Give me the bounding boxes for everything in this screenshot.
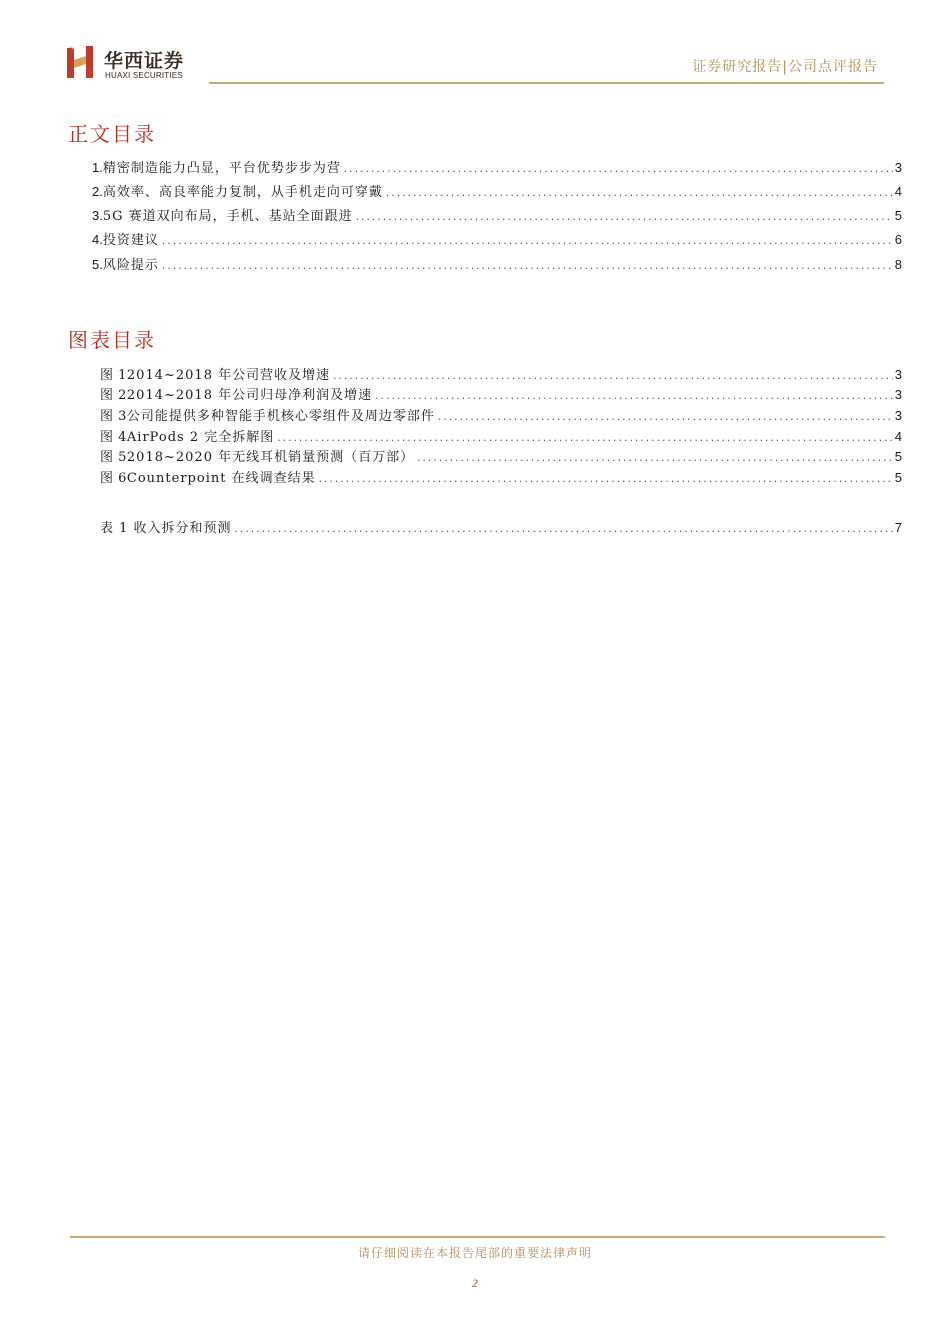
- footer-disclaimer: 请仔细阅读在本报告尾部的重要法律声明: [357, 1246, 592, 1260]
- company-logo: [66, 44, 206, 84]
- figure-entry-3[interactable]: [100, 405, 902, 424]
- figure-entry-text: AirPods 2 完全拆解图: [126, 430, 275, 445]
- toc-entry-page: 4: [894, 184, 902, 199]
- toc-entry-text: 投资建议: [102, 233, 159, 248]
- header-divider: [209, 82, 884, 84]
- toc-leader-dots: [276, 434, 893, 444]
- figure-entry-5[interactable]: [100, 446, 902, 465]
- figure-entry-page: 4: [894, 429, 902, 444]
- page-number: 2: [472, 1276, 478, 1290]
- toc-entry-1[interactable]: [92, 157, 902, 176]
- footer-divider: [70, 1236, 885, 1238]
- figure-entry-1[interactable]: [100, 364, 902, 383]
- figure-entry-page: 5: [894, 470, 902, 485]
- figure-entry-text: 2018~2020 年无线耳机销量预测（百万部）: [126, 450, 415, 465]
- toc-leader-dots: [437, 413, 893, 423]
- body-toc-title: 正文目录: [68, 122, 156, 146]
- toc-leader-dots: [416, 454, 893, 464]
- toc-entry-text: 5G 赛道双向布局，手机、基站全面跟进: [102, 209, 353, 224]
- figure-entry-label: 图 2: [100, 388, 127, 403]
- table-entry-text: 表 1 收入拆分和预测: [100, 521, 232, 536]
- toc-leader-dots: [332, 372, 893, 382]
- figure-entry-label: 图 1: [100, 368, 127, 383]
- toc-entry-page: 3: [894, 160, 902, 175]
- toc-entry-number: 2.: [92, 184, 103, 199]
- table-entry-page: 7: [894, 520, 902, 535]
- toc-leader-dots: [385, 189, 893, 199]
- figure-entry-label: 图 4: [100, 430, 127, 445]
- figure-entry-text: Counterpoint 在线调查结果: [126, 471, 316, 486]
- figure-entry-label: 图 3: [100, 409, 127, 424]
- toc-entry-page: 8: [894, 257, 902, 272]
- toc-entry-2[interactable]: [92, 181, 902, 200]
- figure-entry-page: 3: [894, 408, 902, 423]
- figure-toc-title: 图表目录: [68, 328, 156, 352]
- logo-english-name: HUAXI SECURITIES: [105, 71, 183, 80]
- toc-entry-4[interactable]: [92, 229, 902, 248]
- logo-chinese-name: 华西证券: [104, 50, 185, 72]
- toc-entry-number: 5.: [92, 257, 103, 272]
- figure-entry-page: 5: [894, 449, 902, 464]
- figure-entry-label: 图 6: [100, 471, 127, 486]
- toc-entry-number: 1.: [92, 160, 103, 175]
- toc-entry-text: 精密制造能力凸显，平台优势步步为营: [102, 161, 341, 176]
- figure-entry-2[interactable]: [100, 384, 902, 403]
- toc-entry-text: 风险提示: [102, 258, 159, 273]
- toc-entry-3[interactable]: [92, 205, 902, 224]
- report-type-label: 证券研究报告|公司点评报告: [692, 59, 878, 75]
- toc-leader-dots: [161, 237, 893, 247]
- figure-entry-text: 2014~2018 年公司归母净利润及增速: [126, 388, 373, 403]
- toc-leader-dots: [234, 525, 893, 535]
- toc-entry-page: 5: [894, 208, 902, 223]
- figure-entry-page: 3: [894, 387, 902, 402]
- toc-leader-dots: [355, 213, 893, 223]
- figure-entry-text: 2014~2018 年公司营收及增速: [126, 368, 331, 383]
- figure-entry-6[interactable]: [100, 467, 902, 486]
- toc-entry-number: 3.: [92, 208, 103, 223]
- toc-entry-page: 6: [894, 232, 902, 247]
- figure-entry-text: 公司能提供多种智能手机核心零组件及周边零部件: [126, 409, 435, 424]
- toc-entry-text: 高效率、高良率能力复制，从手机走向可穿戴: [102, 185, 383, 200]
- toc-entry-5[interactable]: [92, 254, 902, 273]
- toc-leader-dots: [318, 475, 893, 485]
- toc-leader-dots: [161, 262, 893, 272]
- toc-leader-dots: [343, 165, 893, 175]
- toc-entry-number: 4.: [92, 232, 103, 247]
- table-entry-1[interactable]: [100, 517, 902, 536]
- figure-entry-page: 3: [894, 367, 902, 382]
- toc-leader-dots: [374, 392, 893, 402]
- huaxi-logo-icon: [66, 44, 96, 80]
- figure-entry-label: 图 5: [100, 450, 127, 465]
- figure-entry-4[interactable]: [100, 426, 902, 445]
